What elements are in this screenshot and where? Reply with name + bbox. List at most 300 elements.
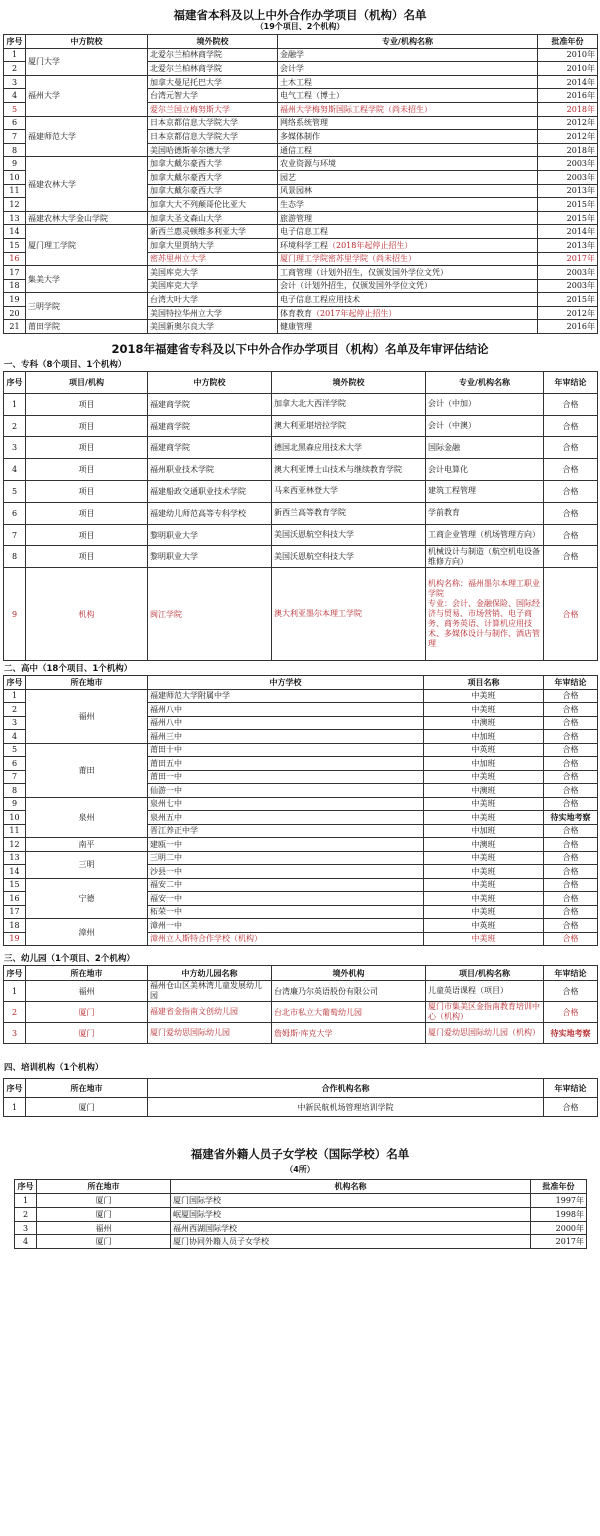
t6-cell-no: 2 [15,1207,37,1221]
t3-cell-no: 9 [4,797,26,811]
t2-h-cn: 中方院校 [148,372,272,394]
t1-cell-foreign-school: 台湾大叶大学 [148,293,278,307]
t2-cell-foreign-school: 澳大利亚墨尔本理工学院 [272,568,426,661]
t3-cell-school: 莆田五中 [148,757,424,771]
t2-table [3,371,598,661]
t3-cell-school: 莆田一中 [148,770,424,784]
t1-cell-no: 14 [4,225,26,239]
t1-h-year: 批准年份 [538,35,598,49]
t6-h-year: 批准年份 [531,1180,587,1194]
t2-cell-no: 5 [4,481,26,503]
t1-cell-foreign-school: 美国库克大学 [148,266,278,280]
t1-cell-cn-school: 厦门大学 [26,48,148,75]
t1-body [4,48,598,333]
t3-cell-school: 仙游一中 [148,784,424,798]
t2-cell-no: 1 [4,393,26,415]
t2-cell-no: 3 [4,437,26,459]
t2-cell-type: 项目 [26,481,148,503]
t1-cell-cn-school: 福州大学 [26,75,148,116]
t2-cell-major: 国际金融 [426,437,544,459]
t4-cell-foreign-org: 台北市私立大葡萄幼儿园 [272,1002,426,1023]
t1-cell-major: 工商管理（计划外招生，仅颁发国外学位文凭） [278,266,538,280]
t3-cell-city: 福州 [26,689,148,743]
t3-cell-program: 中美班 [424,811,544,825]
t4-h-kg: 中方幼儿园名称 [148,966,272,981]
t4-h-no: 序号 [4,966,26,981]
t1-cell-major: 金融学 [278,48,538,62]
t1-cell-no: 11 [4,184,26,198]
t3-h-no: 序号 [4,676,26,690]
t6-cell-org: 厦门协同外籍人员子女学校 [171,1235,531,1249]
t1-row [4,116,598,130]
t5-row [4,1098,598,1117]
t1-cell-foreign-school: 加拿大曼尼托巴大学 [148,75,278,89]
t3-cell-city: 莆田 [26,743,148,797]
t3-h-program: 项目名称 [424,676,544,690]
t6-title: 福建省外籍人员子女学校（国际学校）名单 [190,1147,410,1162]
t2-h-major: 专业/机构名称 [426,372,544,394]
t2-cell-cn-school: 黎明职业大学 [148,546,272,568]
t4-cell-program: 厦门爱幼思国际幼儿园（机构） [426,1023,544,1044]
t3-cell-no: 6 [4,757,26,771]
t3-cell-no: 10 [4,811,26,825]
t3-cell-school: 漳州立人斯特合作学校（机构） [148,932,424,946]
t2-cell-result: 合格 [544,437,598,459]
t1-cell-no: 3 [4,75,26,89]
t2-cell-result: 合格 [544,546,598,568]
t3-cell-no: 4 [4,730,26,744]
t2-row [4,393,598,415]
t3-cell-result: 合格 [544,797,598,811]
t4-cell-no: 1 [4,981,26,1002]
t5-cell-org: 中新民航机场管理培训学院 [148,1098,544,1117]
t2-cell-major: 会计（中加） [426,393,544,415]
t6-cell-no: 1 [15,1194,37,1208]
t3-section: 二、高中（18个项目、1个机构） [4,664,133,675]
t1-cell-major: 风景园林 [278,184,538,198]
t2-cell-no: 6 [4,502,26,524]
t2-h-foreign: 境外院校 [272,372,426,394]
t1-cell-major: 健康管理 [278,320,538,334]
t1-cell-year: 2010年 [538,62,598,76]
t3-cell-result: 合格 [544,770,598,784]
t1-cell-foreign-school: 密苏里州立大学 [148,252,278,266]
t4-table [3,965,598,1044]
t4-h-program: 项目/机构名称 [426,966,544,981]
t1-cell-no: 5 [4,102,26,116]
t3-row [4,851,598,865]
t2-cell-cn-school: 闽江学院 [148,568,272,661]
t2-cell-major: 会计（中澳） [426,415,544,437]
t3-cell-school: 晋江养正中学 [148,824,424,838]
t5-cell-city: 厦门 [26,1098,148,1117]
t3-cell-no: 15 [4,878,26,892]
t2-cell-type: 项目 [26,437,148,459]
t1-cell-year: 2003年 [538,170,598,184]
t1-cell-year: 2010年 [538,48,598,62]
t1-cell-no: 7 [4,130,26,144]
t1-cell-foreign-school: 加拿大大不列颠哥伦比亚大 [148,198,278,212]
t2-cell-no: 8 [4,546,26,568]
t1-cell-major: 电子信息工程 [278,225,538,239]
t1-cell-major: 厦门理工学院密苏里学院（尚未招生） [278,252,538,266]
t2-cell-foreign-school: 加拿大北大西洋学院 [272,393,426,415]
t2-cell-major: 工商企业管理（机场管理方向） [426,524,544,546]
t2-cell-major: 建筑工程管理 [426,481,544,503]
t3-cell-school: 漳州一中 [148,919,424,933]
t2-row [4,502,598,524]
t4-cell-city: 厦门 [26,1023,148,1044]
t2-cell-type: 机构 [26,568,148,661]
t2-cell-no: 9 [4,568,26,661]
t2-body [4,393,598,660]
t1-cell-major: 会计学 [278,62,538,76]
t6-cell-city: 福州 [37,1221,171,1235]
t3-row [4,689,598,703]
t1-cell-cn-school: 福建师范大学 [26,116,148,157]
t6-h-org: 机构名称 [171,1180,531,1194]
t4-cell-foreign-org: 台湾廉乃尔英语股份有限公司 [272,981,426,1002]
t2-cell-foreign-school: 德国北黑森应用技术大学 [272,437,426,459]
t3-cell-program: 中美班 [424,892,544,906]
t1-cell-major: 网络系统管理 [278,116,538,130]
t1-cell-no: 16 [4,252,26,266]
t3-row [4,838,598,852]
t1-cell-foreign-school: 台湾元智大学 [148,89,278,103]
t5-cell-no: 1 [4,1098,26,1117]
t1-cell-foreign-school: 美国新奥尔良大学 [148,320,278,334]
t3-h-city: 所在地市 [26,676,148,690]
t1-cell-year: 2013年 [538,238,598,252]
t2-section: 一、专科（8个项目、1个机构） [4,360,127,371]
t4-h-result: 年审结论 [544,966,598,981]
t2-cell-type: 项目 [26,524,148,546]
t6-cell-city: 厦门 [37,1194,171,1208]
t1-cell-foreign-school: 日本京都信息大学院大学 [148,116,278,130]
t6-row [15,1235,587,1249]
t1-cell-no: 13 [4,211,26,225]
t3-cell-school: 泉州五中 [148,811,424,825]
t6-row [15,1194,587,1208]
t1-cell-cn-school: 福建农林大学金山学院 [26,211,148,225]
t5-h-org: 合作机构名称 [148,1079,544,1098]
t2-cell-type: 项目 [26,502,148,524]
t6-body [15,1194,587,1249]
t2-cell-foreign-school: 马来西亚林登大学 [272,481,426,503]
t2-cell-result: 合格 [544,393,598,415]
t5-body [4,1098,598,1117]
t1-h-foreign: 境外院校 [148,35,278,49]
t4-cell-no: 3 [4,1023,26,1044]
t3-cell-no: 12 [4,838,26,852]
t1-h-no: 序号 [4,35,26,49]
t6-cell-org: 岷厦国际学校 [171,1207,531,1221]
t1-cell-year: 2015年 [538,211,598,225]
t1-cell-cn-school: 福建农林大学 [26,157,148,211]
t3-cell-result: 合格 [544,919,598,933]
t2-cell-result: 合格 [544,568,598,661]
t2-cell-foreign-school: 澳大利亚博士山技术与继续教育学院 [272,459,426,481]
t3-row [4,919,598,933]
t4-row [4,1023,598,1044]
t2-row [4,568,598,661]
t1-cell-year: 2012年 [538,116,598,130]
t3-cell-school: 柘荣一中 [148,905,424,919]
t1-cell-no: 12 [4,198,26,212]
t3-cell-program: 中美班 [424,797,544,811]
t1-cell-foreign-school: 加拿大圣文森山大学 [148,211,278,225]
t2-cell-cn-school: 福建商学院 [148,415,272,437]
t2-cell-type: 项目 [26,415,148,437]
t6-cell-city: 厦门 [37,1235,171,1249]
t2-cell-result: 合格 [544,524,598,546]
t1-row [4,293,598,307]
t2-cell-major: 机构名称：福州墨尔本理工职业学院 专业：会计、金融保险、国际经济与贸易、市场营销、电子商务、商务英语、计算机应用技术、多媒体设计与制作、酒店管理 [426,568,544,661]
t1-cell-no: 21 [4,320,26,334]
t1-cell-year: 2003年 [538,279,598,293]
t1-cell-foreign-school: 新西兰惠灵顿维多利亚大学 [148,225,278,239]
t2-row [4,459,598,481]
t3-cell-program: 中美班 [424,878,544,892]
t4-row [4,1002,598,1023]
t2-title: 2018年福建省专科及以下中外合作办学项目（机构）名单及年审评估结论 [111,342,489,357]
t3-cell-no: 7 [4,770,26,784]
t3-row [4,743,598,757]
t6-cell-year: 1997年 [531,1194,587,1208]
t3-cell-school: 建瓯一中 [148,838,424,852]
t3-cell-school: 三明二中 [148,851,424,865]
t1-cell-foreign-school: 北爱尔兰柏林商学院 [148,62,278,76]
t3-cell-result: 合格 [544,892,598,906]
t3-cell-program: 中澳班 [424,784,544,798]
t3-h-school: 中方学校 [148,676,424,690]
t1-cell-major: 园艺 [278,170,538,184]
t3-cell-school: 泉州七中 [148,797,424,811]
t6-row [15,1221,587,1235]
t1-row [4,75,598,89]
t3-cell-no: 11 [4,824,26,838]
t3-cell-program: 中澳班 [424,716,544,730]
t1-cell-year: 2016年 [538,89,598,103]
t2-row [4,481,598,503]
t1-cell-year: 2003年 [538,266,598,280]
t3-cell-program: 中美班 [424,689,544,703]
t1-cell-foreign-school: 爱尔兰国立梅努斯大学 [148,102,278,116]
t1-cell-year: 2013年 [538,184,598,198]
t1-cell-foreign-school: 加拿大戴尔豪西大学 [148,184,278,198]
t1-row [4,48,598,62]
t1-cell-major: 多媒体制作 [278,130,538,144]
t3-cell-result: 合格 [544,784,598,798]
t1-row [4,157,598,171]
t2-cell-type: 项目 [26,393,148,415]
t4-section: 三、幼儿园（1个项目、2个机构） [4,954,135,965]
t2-cell-foreign-school: 美国沃恩航空科技大学 [272,524,426,546]
t6-row [15,1207,587,1221]
t1-row [4,211,598,225]
t2-cell-no: 4 [4,459,26,481]
t1-h-major: 专业/机构名称 [278,35,538,49]
t1-cell-major: 会计（计划外招生，仅颁发国外学位文凭） [278,279,538,293]
t3-cell-result: 合格 [544,865,598,879]
t4-body [4,981,598,1044]
t1-cell-foreign-school: 加拿大里贾纳大学 [148,238,278,252]
t5-section: 四、培训机构（1个机构） [4,1063,104,1074]
t3-cell-result: 合格 [544,730,598,744]
t1-cell-foreign-school: 美国哈德斯菲尔德大学 [148,143,278,157]
t1-row [4,225,598,239]
t1-cell-no: 9 [4,157,26,171]
t3-cell-no: 17 [4,905,26,919]
t1-cell-year: 2014年 [538,75,598,89]
t6-h-no: 序号 [15,1180,37,1194]
t3-cell-program: 中加班 [424,730,544,744]
t6-cell-year: 2017年 [531,1235,587,1249]
t1-cell-major: 电气工程（博士） [278,89,538,103]
t1-cell-no: 6 [4,116,26,130]
t6-cell-no: 4 [15,1235,37,1249]
t1-cell-major: 土木工程 [278,75,538,89]
t2-h-result: 年审结论 [544,372,598,394]
t2-cell-foreign-school: 澳大利亚堪培拉学院 [272,415,426,437]
t3-cell-program: 中美班 [424,851,544,865]
t3-cell-program: 中美班 [424,905,544,919]
t4-cell-foreign-org: 詹姆斯·库克大学 [272,1023,426,1044]
t3-table [3,675,598,946]
t2-cell-result: 合格 [544,459,598,481]
t4-row [4,981,598,1002]
t1-cell-foreign-school: 北爱尔兰柏林商学院 [148,48,278,62]
t2-cell-result: 合格 [544,502,598,524]
t1-cell-major: 农业资源与环境 [278,157,538,171]
t1-cell-year: 2015年 [538,198,598,212]
t1-cell-major: 生态学 [278,198,538,212]
t1-cell-cn-school: 集美大学 [26,266,148,293]
t3-cell-city: 南平 [26,838,148,852]
t4-h-city: 所在地市 [26,966,148,981]
t2-cell-no: 7 [4,524,26,546]
t2-cell-foreign-school: 新西兰高等教育学院 [272,502,426,524]
t2-cell-major: 机械设计与制造（航空机电设备维修方向） [426,546,544,568]
t3-cell-result: 合格 [544,743,598,757]
t4-cell-result: 合格 [544,1002,598,1023]
t1-cell-cn-school: 莆田学院 [26,320,148,334]
t1-title: 福建省本科及以上中外合作办学项目（机构）名单 [173,8,427,22]
t2-cell-major: 学前教育 [426,502,544,524]
t3-cell-school: 莆田十中 [148,743,424,757]
t6-cell-city: 厦门 [37,1207,171,1221]
t1-cell-major: 体育教育（2017年起停止招生） [278,306,538,320]
t3-cell-no: 1 [4,689,26,703]
t1-cell-year: 2014年 [538,225,598,239]
t1-cell-no: 17 [4,266,26,280]
t1-cell-major: 环境科学工程（2018年起停止招生） [278,238,538,252]
t1-cell-major: 电子信息工程应用技术 [278,293,538,307]
t5-h-city: 所在地市 [26,1079,148,1098]
t1-table [3,34,598,334]
t1-cell-major: 旅游管理 [278,211,538,225]
t2-row [4,524,598,546]
t3-cell-result: 合格 [544,932,598,946]
t1-cell-foreign-school: 加拿大戴尔豪西大学 [148,170,278,184]
t3-cell-city: 泉州 [26,797,148,838]
t1-cell-foreign-school: 美国特拉华州立大学 [148,306,278,320]
t3-row [4,878,598,892]
t4-cell-kindergarten: 厦门爱幼思国际幼儿园 [148,1023,272,1044]
t1-cell-year: 2003年 [538,157,598,171]
t3-cell-no: 3 [4,716,26,730]
t1-cell-year: 2012年 [538,130,598,144]
t1-cell-foreign-school: 美国库克大学 [148,279,278,293]
t2-cell-cn-school: 福建商学院 [148,437,272,459]
t4-h-foreign: 境外机构 [272,966,426,981]
t1-cell-cn-school: 厦门理工学院 [26,225,148,266]
t2-cell-cn-school: 福建商学院 [148,393,272,415]
t3-cell-result: 合格 [544,878,598,892]
t1-cell-no: 10 [4,170,26,184]
t3-cell-no: 16 [4,892,26,906]
t4-cell-result: 合格 [544,981,598,1002]
t2-cell-type: 项目 [26,459,148,481]
t4-cell-no: 2 [4,1002,26,1023]
t4-cell-result: 待实地考察 [544,1023,598,1044]
t1-cell-no: 15 [4,238,26,252]
t3-cell-city: 三明 [26,851,148,878]
t3-cell-city: 宁德 [26,878,148,919]
t1-cell-major: 福州大学梅努斯国际工程学院（尚未招生） [278,102,538,116]
t1-subtitle: （19个项目、2个机构） [255,22,345,31]
t2-cell-foreign-school: 美国沃恩航空科技大学 [272,546,426,568]
t3-cell-no: 8 [4,784,26,798]
t1-h-cn: 中方院校 [26,35,148,49]
t5-h-no: 序号 [4,1079,26,1098]
t3-cell-program: 中加班 [424,824,544,838]
t2-cell-cn-school: 福建幼儿师范高等专科学校 [148,502,272,524]
t1-cell-year: 2017年 [538,252,598,266]
t6-subtitle: （4所） [285,1165,315,1175]
t2-cell-cn-school: 福州职业技术学院 [148,459,272,481]
t3-cell-no: 2 [4,703,26,717]
t3-cell-result: 合格 [544,716,598,730]
t4-cell-kindergarten: 福州仓山区美林湾儿童发展幼儿园 [148,981,272,1002]
t6-cell-org: 厦门国际学校 [171,1194,531,1208]
t4-cell-program: 厦门市集美区金指南教育培训中心（机构） [426,1002,544,1023]
t3-cell-program: 中美班 [424,932,544,946]
t3-cell-no: 5 [4,743,26,757]
t1-cell-no: 1 [4,48,26,62]
t3-h-result: 年审结论 [544,676,598,690]
t3-cell-program: 中美班 [424,703,544,717]
t5-h-result: 年审结论 [544,1079,598,1098]
t1-cell-no: 4 [4,89,26,103]
t1-cell-foreign-school: 日本京都信息大学院大学 [148,130,278,144]
t3-cell-result: 合格 [544,905,598,919]
t3-cell-school: 福州八中 [148,703,424,717]
t3-row [4,797,598,811]
t1-cell-no: 18 [4,279,26,293]
t1-cell-no: 19 [4,293,26,307]
t3-cell-no: 19 [4,932,26,946]
t1-cell-year: 2018年 [538,102,598,116]
t3-cell-result: 合格 [544,703,598,717]
t5-table [3,1078,598,1117]
t4-cell-program: 儿童英语课程（项目） [426,981,544,1002]
t2-cell-result: 合格 [544,481,598,503]
t2-row [4,546,598,568]
t3-cell-no: 13 [4,851,26,865]
t1-cell-no: 2 [4,62,26,76]
t3-cell-result: 合格 [544,689,598,703]
